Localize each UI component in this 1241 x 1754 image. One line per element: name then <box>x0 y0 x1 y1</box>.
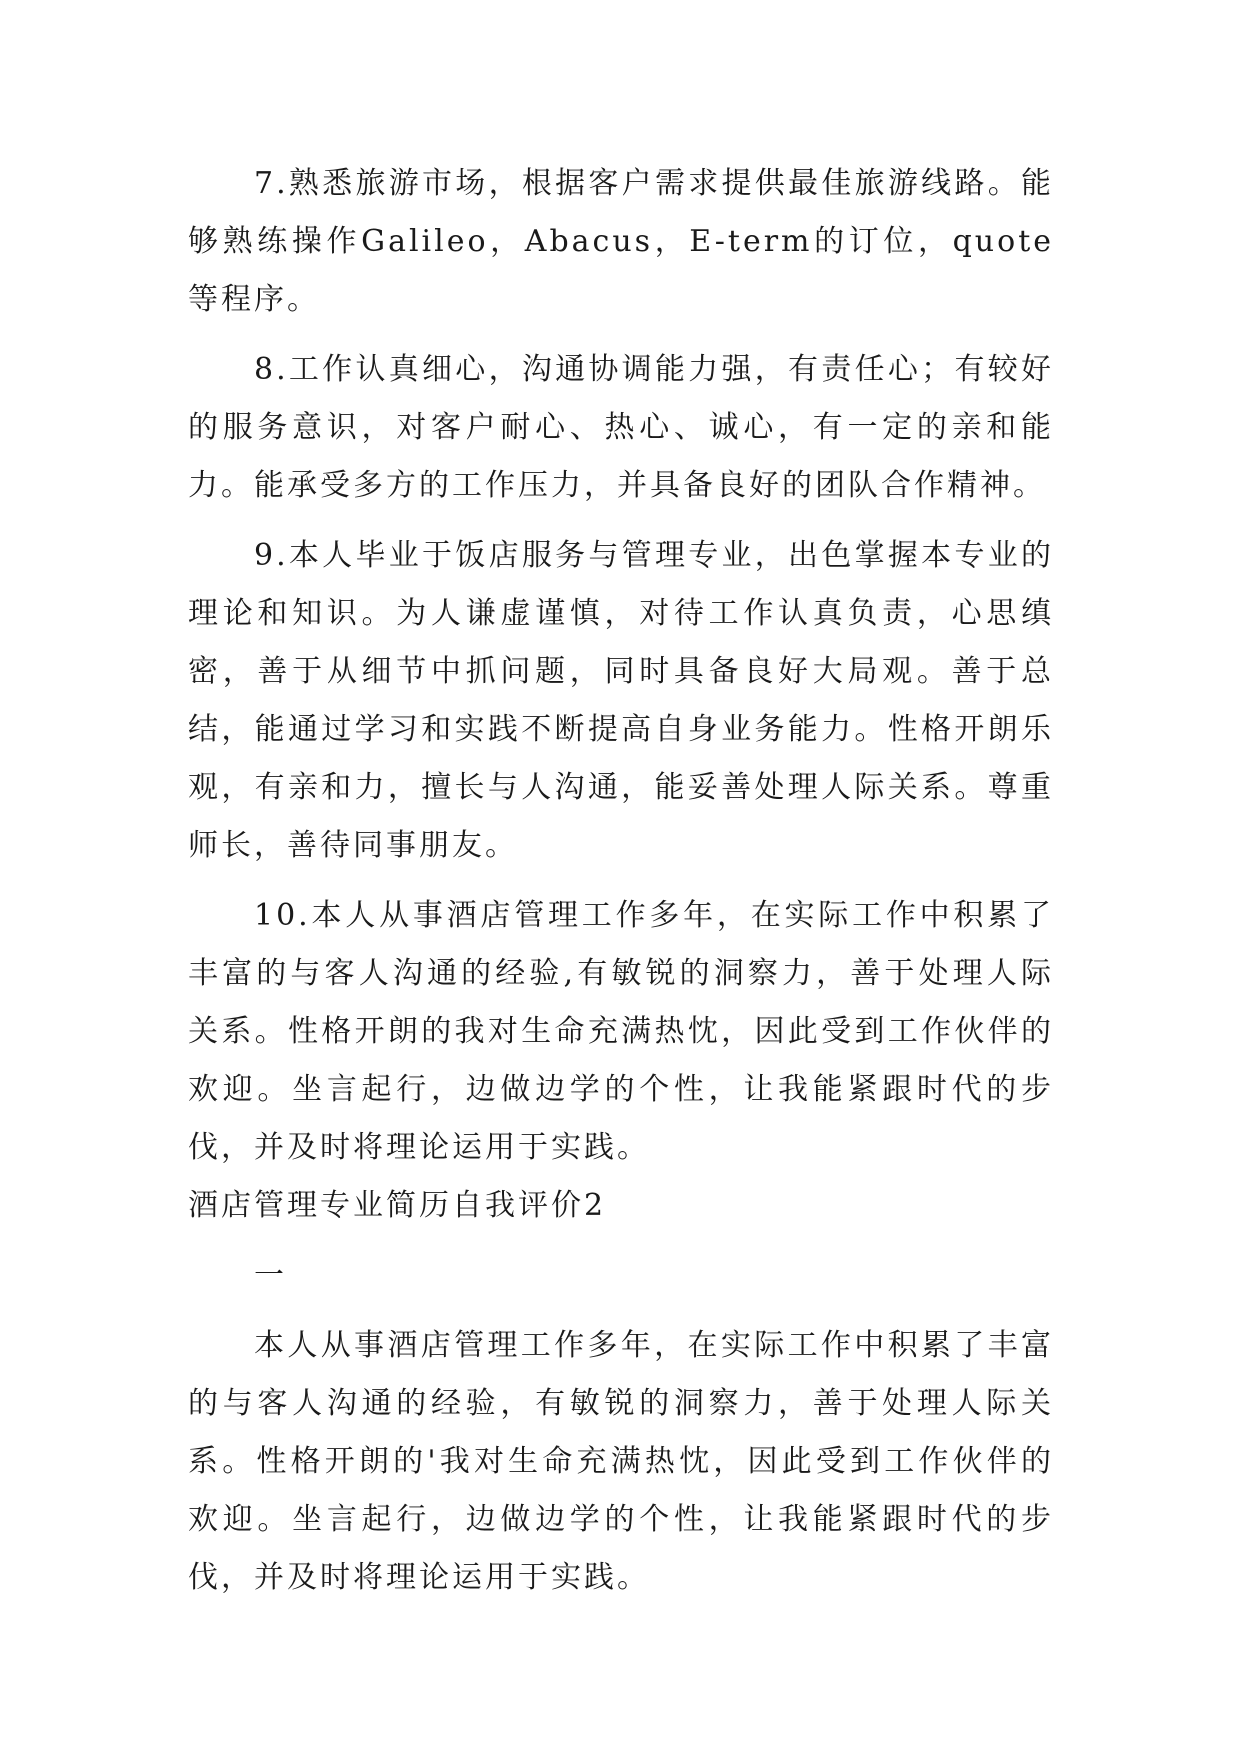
document-body <box>188 155 1054 1607</box>
paragraph-item-9: 9.本人毕业于饭店服务与管理专业，出色掌握本专业的理论和知识。为人谦虚谨慎，对待工作认真负责，心思缜密，善于从细节中抓问题，同时具备良好大局观。善于总结，能通过学习和实践不断提高自身业务能力。性格开朗乐观，有亲和力，擅长与人沟通，能妥善处理人际关系。尊重师长，善待同事朋友。 <box>188 538 1054 863</box>
section-heading: 酒店管理专业简历自我评价2 <box>188 1188 607 1223</box>
paragraph-item-10: 10.本人从事酒店管理工作多年，在实际工作中积累了丰富的与客人沟通的经验,有敏锐的洞察力，善于处理人际关系。性格开朗的我对生命充满热忱，因此受到工作伙伴的欢迎。坐言起行，边做边学的个性，让我能紧跟时代的步伐，并及时将理论运用于实践。 <box>188 898 1054 1165</box>
section-number: 一 <box>254 1258 287 1293</box>
paragraph-self-evaluation: 本人从事酒店管理工作多年，在实际工作中积累了丰富的与客人沟通的经验，有敏锐的洞察力，善于处理人际关系。性格开朗的'我对生命充满热忱，因此受到工作伙伴的欢迎。坐言起行，边做边学的个性，让我能紧跟时代的步伐，并及时将理论运用于实践。 <box>188 1328 1054 1595</box>
paragraph-item-7: 7.熟悉旅游市场，根据客户需求提供最佳旅游线路。能够熟练操作Galileo，Abacus，E-term的订位，quote等程序。 <box>188 166 1054 317</box>
paragraph-item-8: 8.工作认真细心，沟通协调能力强，有责任心；有较好的服务意识，对客户耐心、热心、诚心，有一定的亲和能力。能承受多方的工作压力，并具备良好的团队合作精神。 <box>188 352 1054 503</box>
